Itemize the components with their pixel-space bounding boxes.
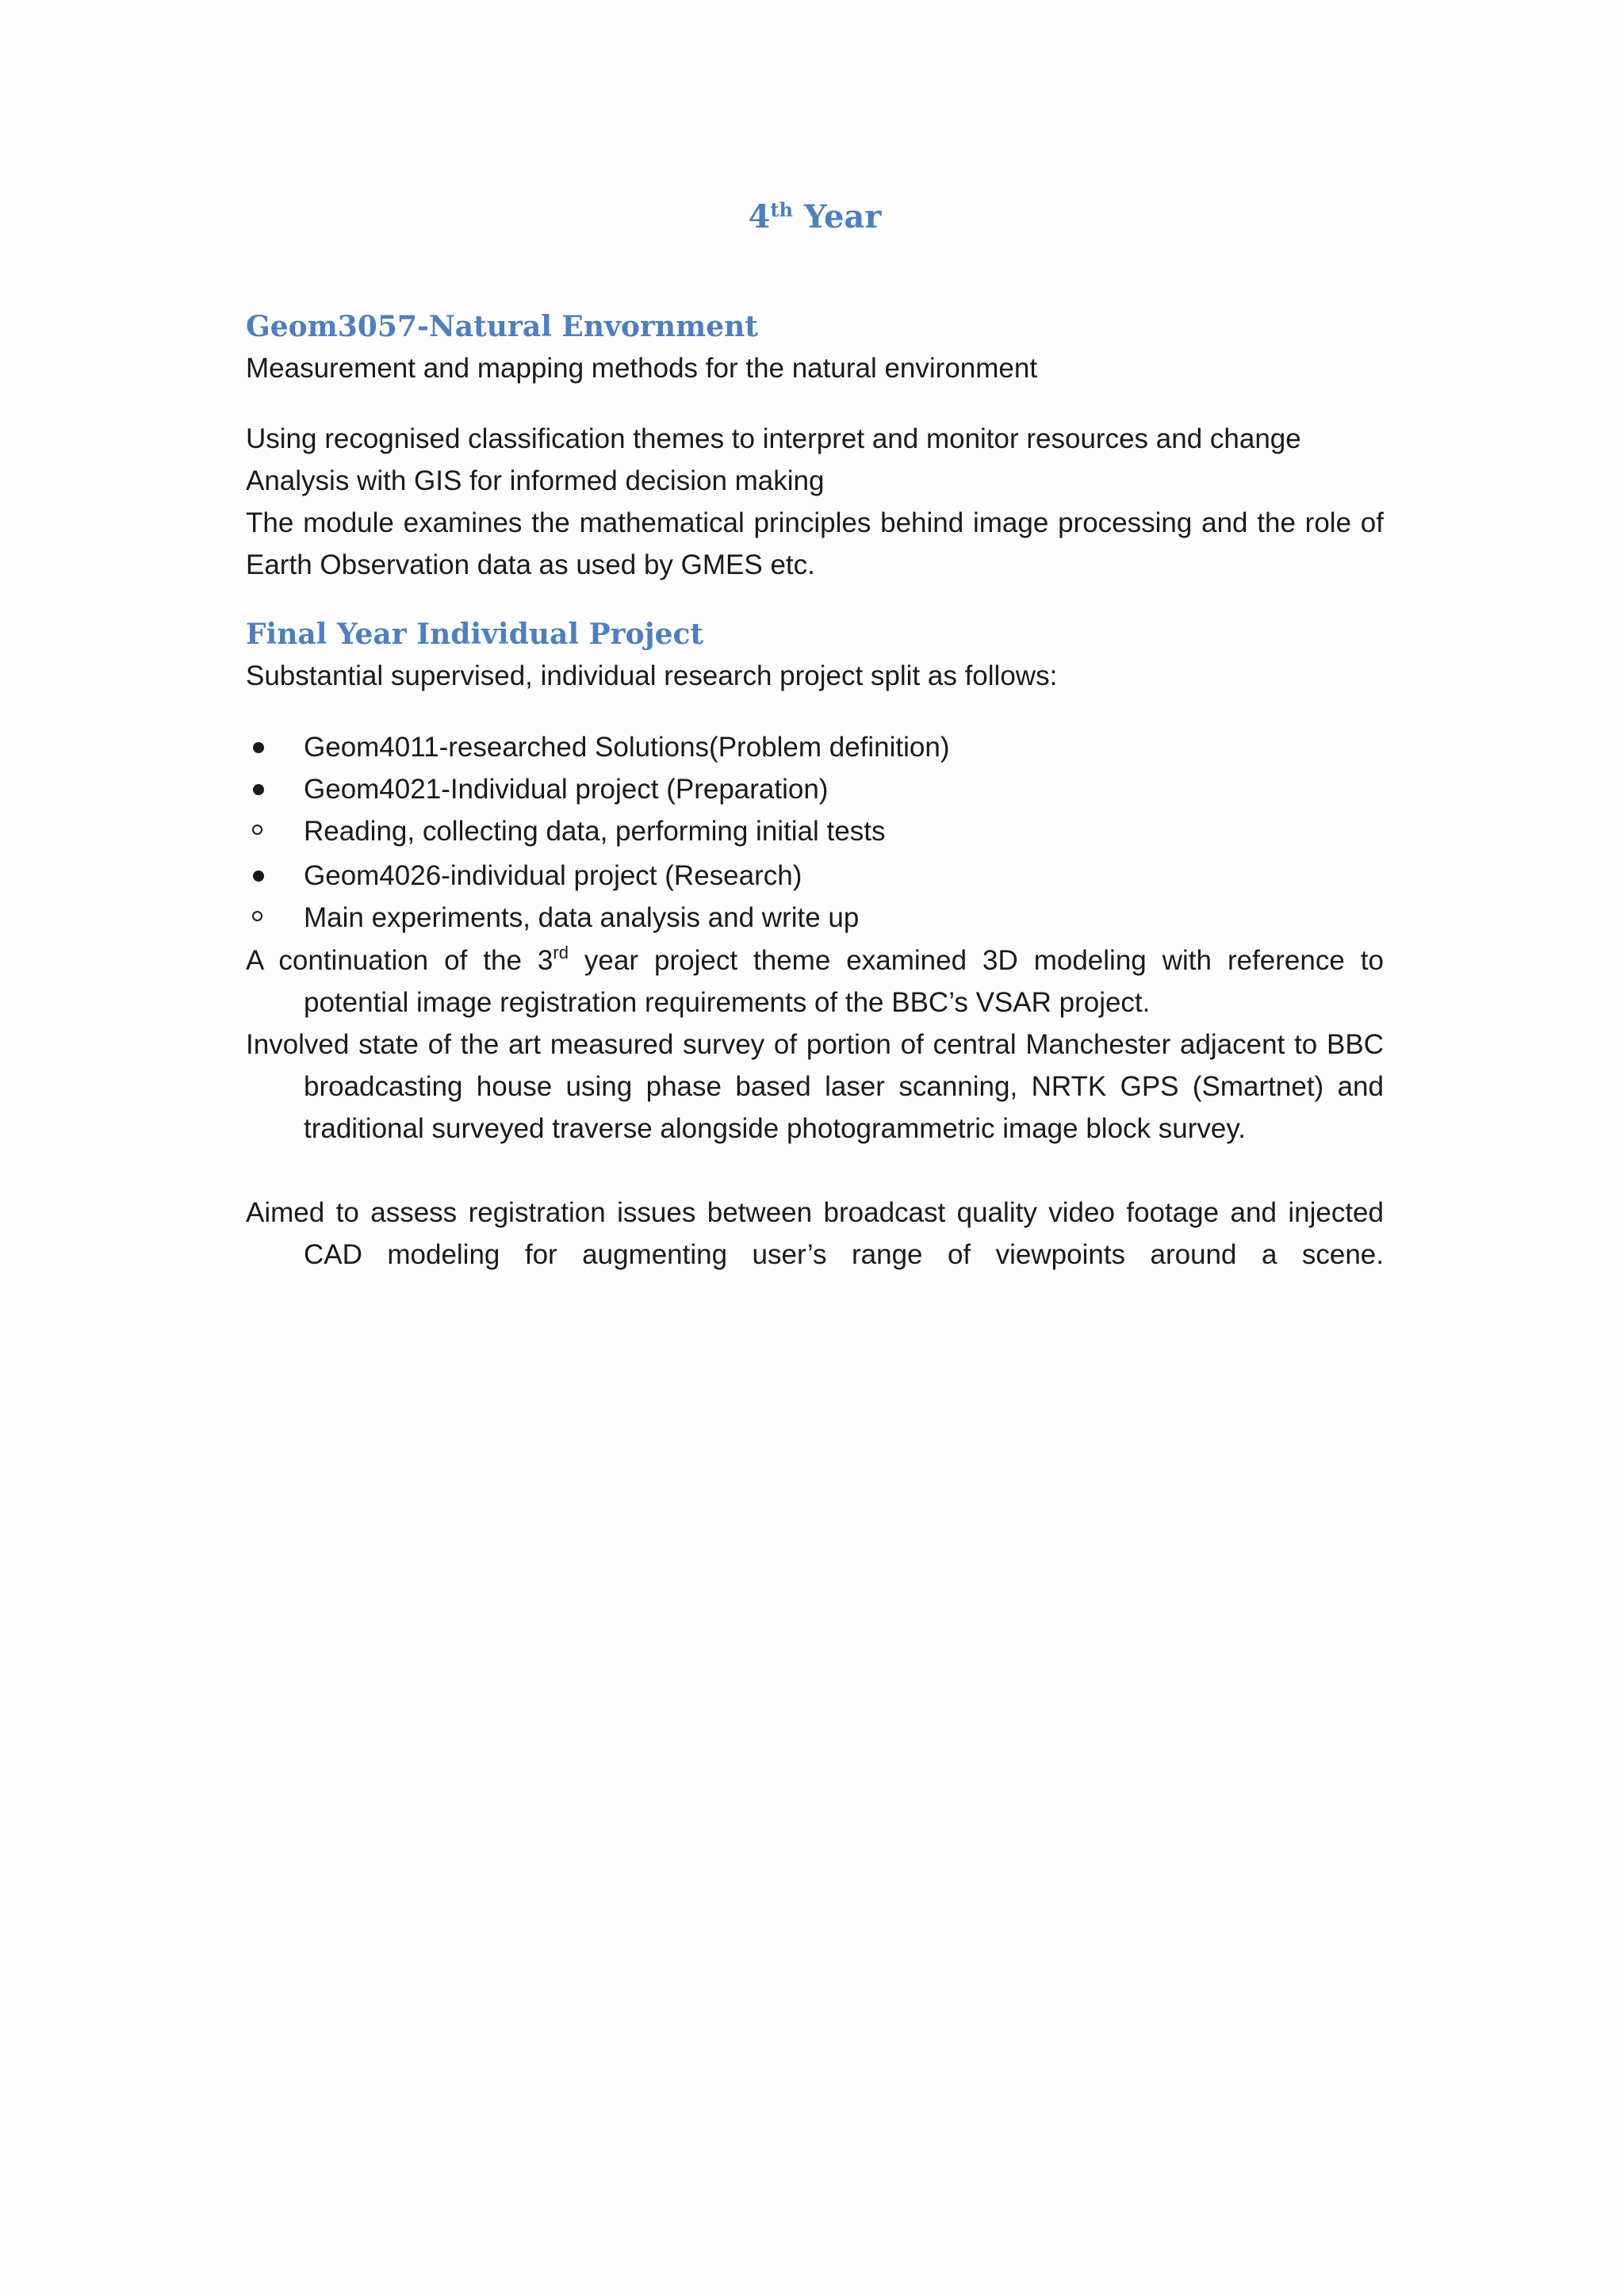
list-item: Main experiments, data analysis and write up	[246, 897, 1384, 939]
continuation-line2: potential image registration requirements of the BBC’s VSAR project.	[304, 987, 1151, 1018]
bullet-circle-icon	[252, 825, 262, 835]
bullet-circle-icon	[252, 911, 262, 921]
section1-subtitle: Measurement and mapping methods for the natural environment	[246, 353, 1038, 384]
section-heading-geom3057: Geom3057-Natural Envornment	[246, 310, 758, 343]
page-title	[246, 193, 1384, 241]
section2-subtitle: Substantial supervised, individual research project split as follows:	[246, 660, 1058, 691]
list-item: Geom4011-researched Solutions(Problem definition)	[246, 726, 1384, 768]
involved-line2: broadcasting house using phase based laser scanning, NRTK GPS (Smartnet) and	[304, 1071, 1384, 1102]
section-heading-final-year-project: Final Year Individual Project	[246, 618, 704, 651]
continuation-line1: A continuation of the 3rd year project theme examined 3D modeling with reference to	[246, 943, 1384, 976]
section1-para2-line1: The module examines the mathematical principles behind image processing and the role of	[246, 507, 1384, 538]
involved-line1: Involved state of the art measured survey of portion of central Manchester adjacent to BBC	[246, 1029, 1384, 1060]
bullet-dot-icon	[253, 784, 264, 795]
title-number: 4	[748, 198, 771, 235]
section1-para1-line2: Analysis with GIS for informed decision making	[246, 465, 825, 496]
title-suffix: th	[770, 198, 793, 221]
aim-line2: CAD modeling for augmenting user’s range of viewpoints around a scene.	[304, 1239, 1384, 1270]
section1-para2-line2: Earth Observation data as used by GMES etc.	[246, 549, 815, 580]
list-item: Geom4021-Individual project (Preparation)	[246, 768, 1384, 810]
bullet-dot-icon	[253, 871, 264, 882]
involved-line3: traditional surveyed traverse alongside photogrammetric image block survey.	[304, 1113, 1246, 1144]
list-item: Geom4026-individual project (Research)	[246, 855, 1384, 897]
aim-line1: Aimed to assess registration issues between broadcast quality video footage and injected	[246, 1197, 1384, 1228]
title-word: Year	[803, 198, 882, 235]
list-item: Reading, collecting data, performing initial tests	[246, 810, 1384, 852]
bullet-dot-icon	[253, 742, 264, 753]
section1-para1-line1: Using recognised classification themes to interpret and monitor resources and change	[246, 423, 1301, 454]
